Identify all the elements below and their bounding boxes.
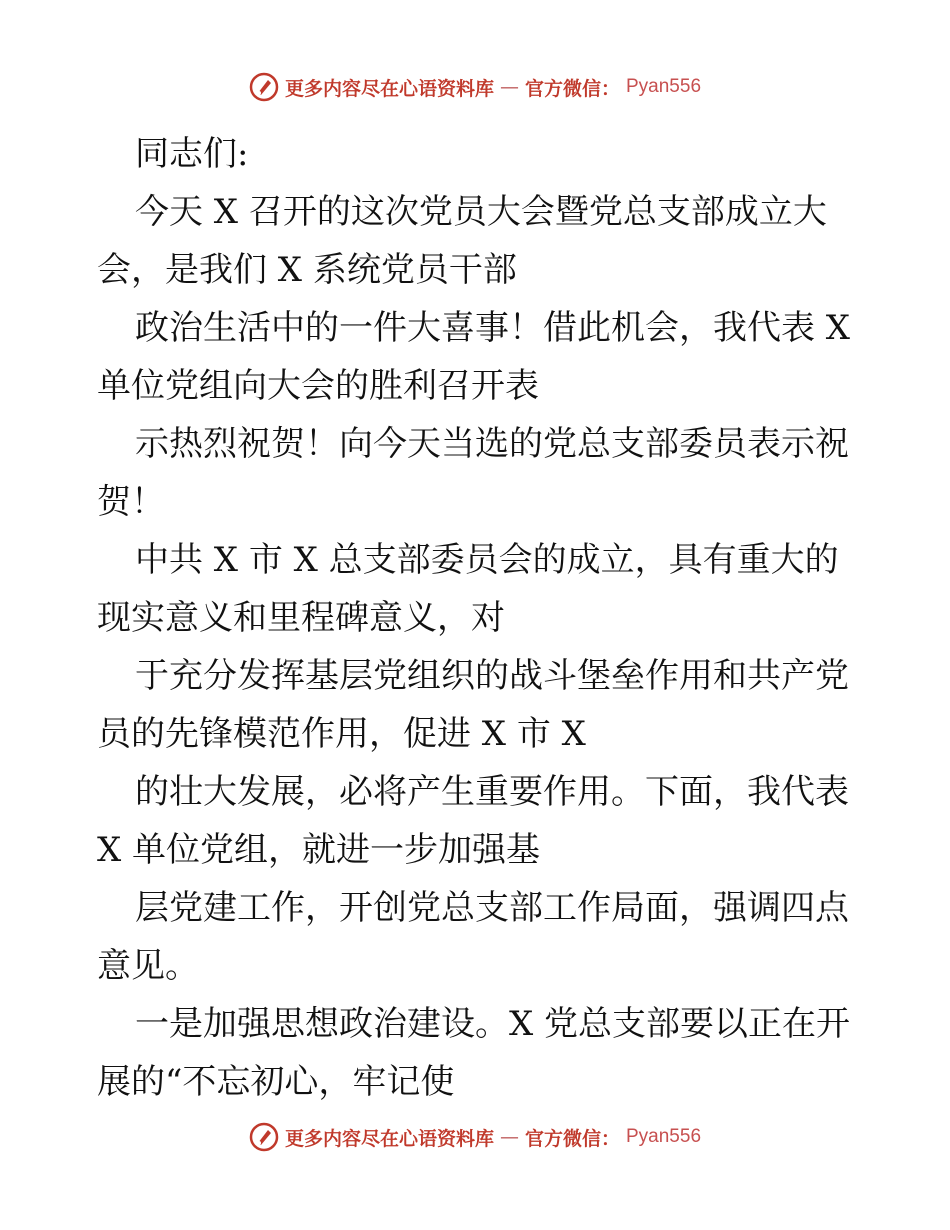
text-line: 员的先锋模范作用，促进 X 市 X [97, 714, 586, 754]
text-line: 会，是我们 X 系统党员干部 [97, 250, 517, 290]
footer-watermark [0, 1122, 950, 1152]
text-line: X 单位党组，就进一步加强基 [97, 830, 541, 870]
watermark-site-text: 更多内容尽在心语资料库 [284, 1127, 494, 1150]
text-line: 现实意义和里程碑意义，对 [97, 598, 505, 638]
header-watermark [0, 72, 950, 102]
text-line: 于充分发挥基层党组织的战斗堡垒作用和共产党 [135, 656, 849, 696]
text-line: 今天 X 召开的这次党员大会暨党总支部成立大 [135, 192, 827, 232]
text-line: 贺！ [97, 482, 165, 522]
text-line: 中共 X 市 X 总支部委员会的成立，具有重大的 [135, 540, 839, 580]
text-line: 示热烈祝贺！向今天当选的党总支部委员表示祝 [135, 424, 849, 464]
text-line: 单位党组向大会的胜利召开表 [97, 366, 539, 406]
watermark-separator: — [499, 76, 519, 98]
text-line: 政治生活中的一件大喜事！借此机会，我代表 X [135, 308, 851, 348]
text-line: 一是加强思想政治建设。X 党总支部要以正在开 [135, 1004, 851, 1044]
text-line: 展的“不忘初心，牢记使 [97, 1062, 455, 1102]
text-line: 意见。 [97, 946, 199, 986]
pen-nib-logo-icon [249, 1122, 279, 1152]
text-line: 层党建工作，开创党总支部工作局面，强调四点 [135, 888, 849, 928]
pen-nib-logo-icon [249, 72, 279, 102]
text-line: 同志们: [135, 134, 249, 174]
watermark-separator: — [499, 1126, 519, 1148]
watermark-wechat-id: Pyan556 [626, 76, 702, 97]
text-line: 的壮大发展，必将产生重要作用。下面，我代表 [135, 772, 849, 812]
watermark-wechat-id: Pyan556 [626, 1126, 702, 1147]
watermark-label: 官方微信： [524, 77, 620, 100]
document-body [97, 125, 857, 1111]
watermark-label: 官方微信： [524, 1127, 620, 1150]
watermark-site-text: 更多内容尽在心语资料库 [284, 77, 494, 100]
